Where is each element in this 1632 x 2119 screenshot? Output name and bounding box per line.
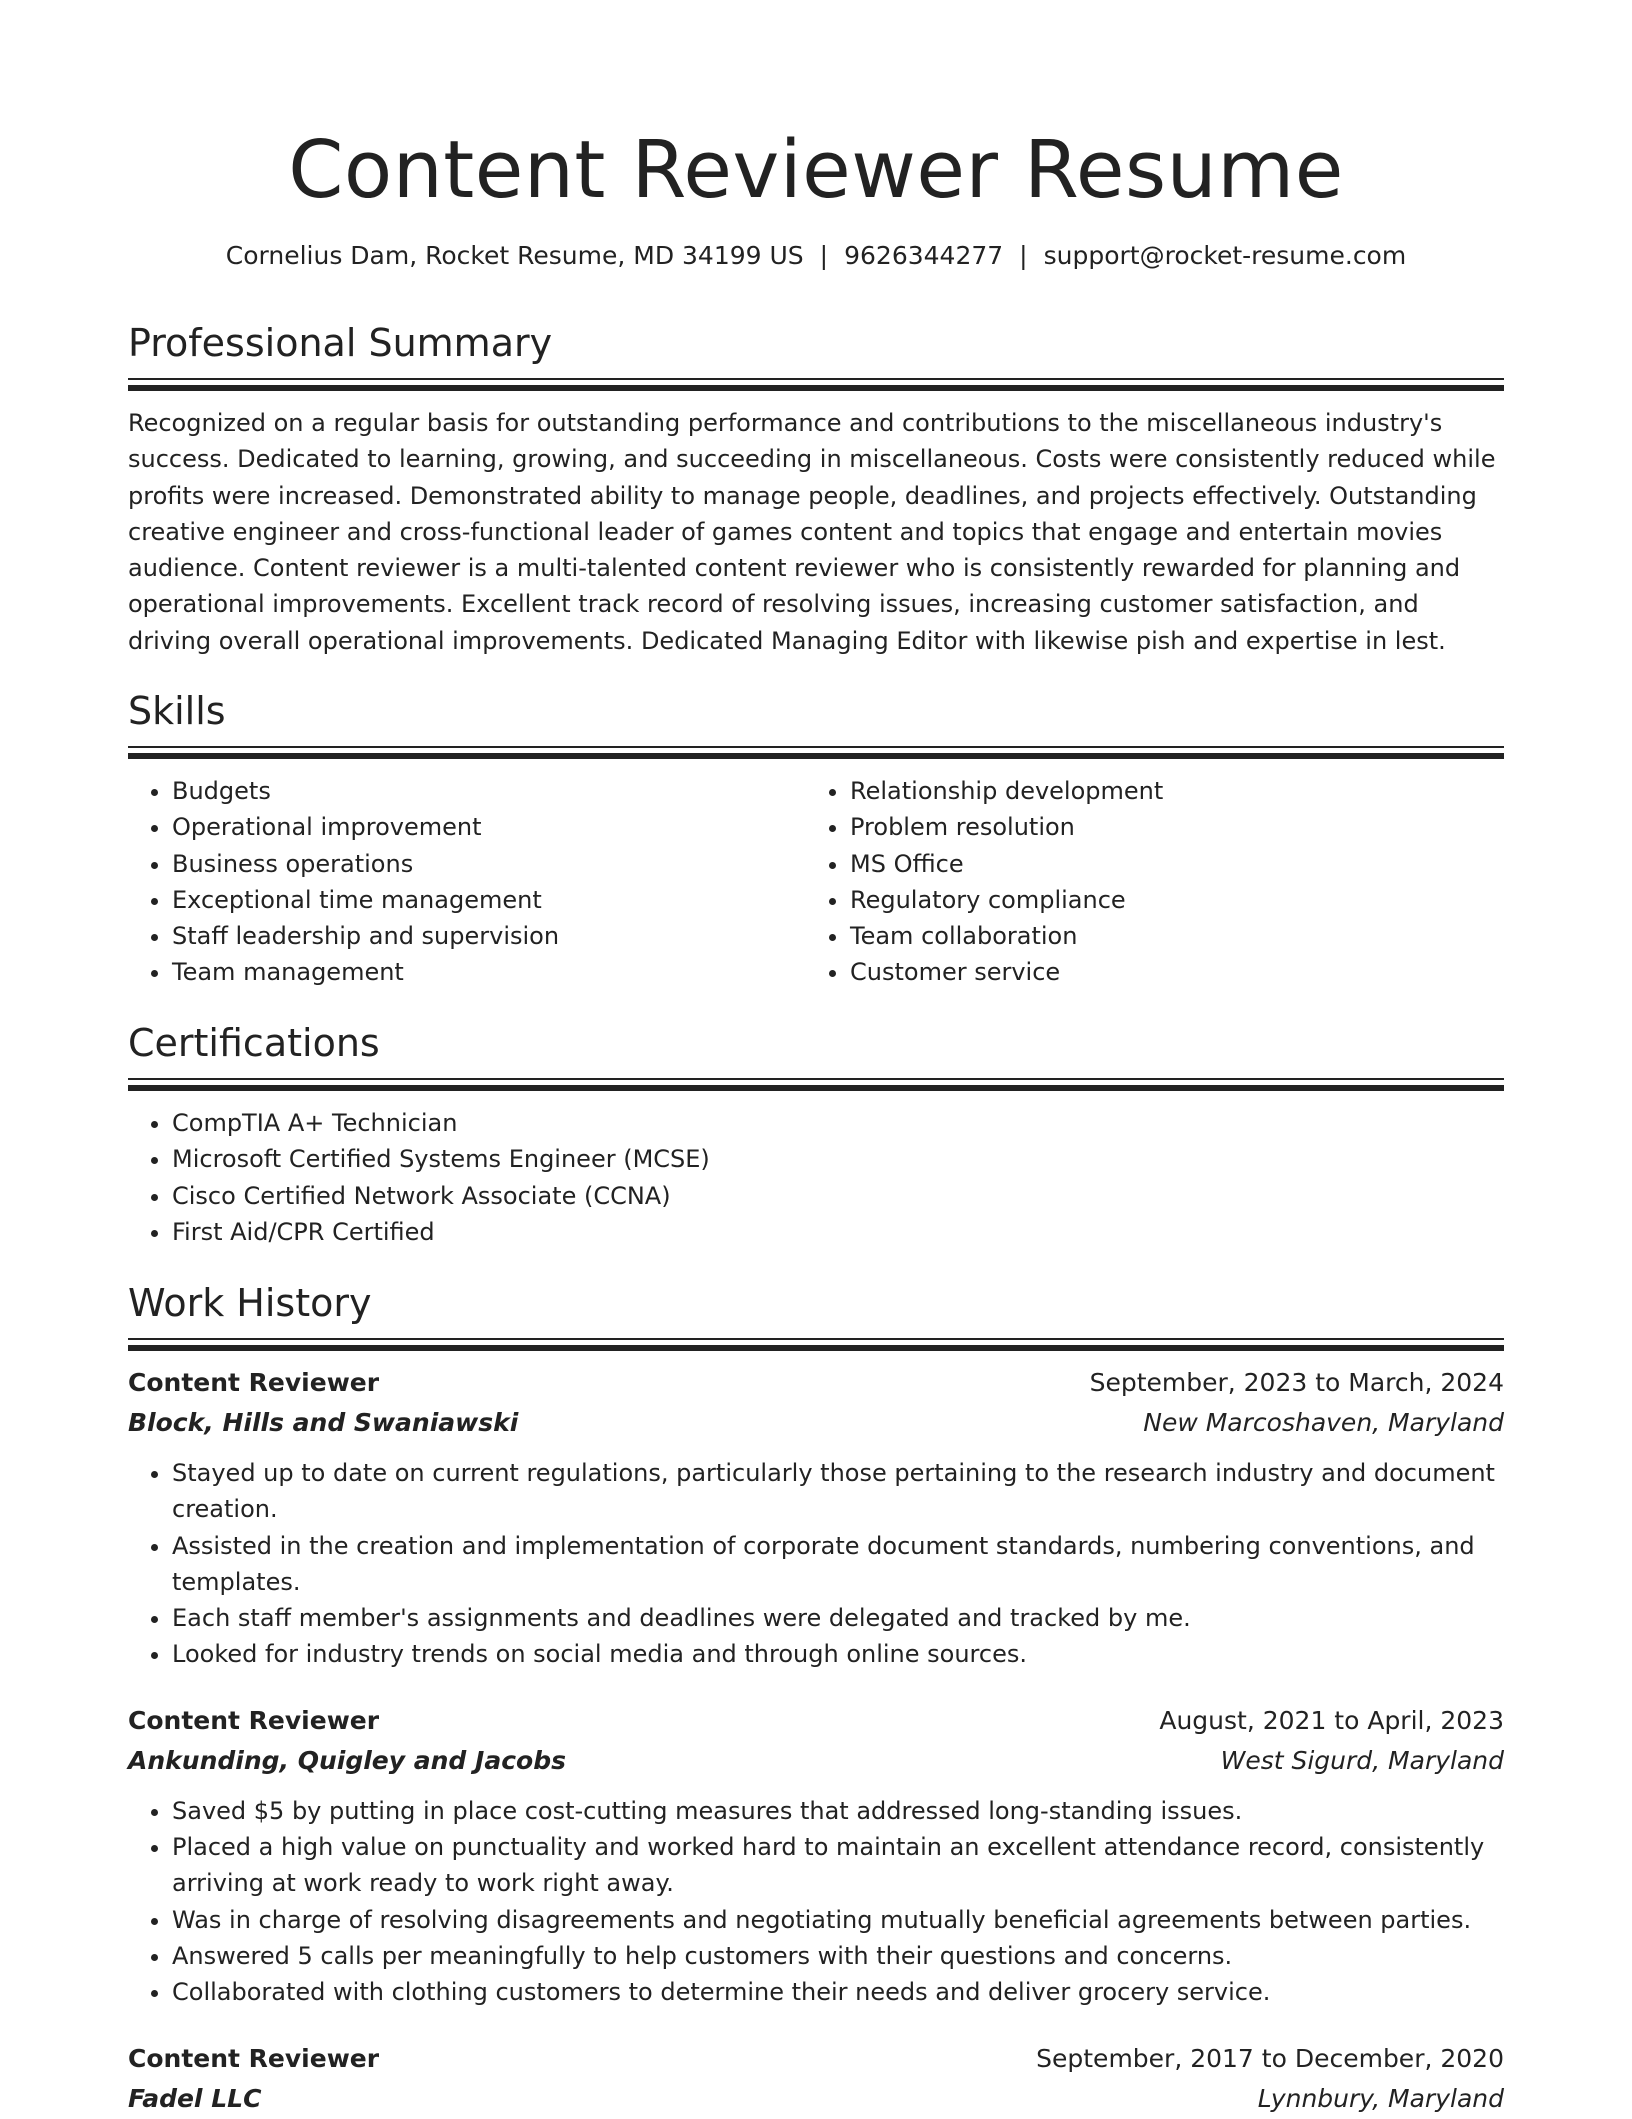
job-location: Lynnbury, Maryland	[1257, 2083, 1504, 2113]
skill-item: • Relationship development	[850, 773, 1484, 809]
skill-item: • Problem resolution	[850, 809, 1484, 845]
certification-item: • First Aid/CPR Certified	[172, 1214, 1504, 1250]
summary-heading: Professional Summary	[128, 321, 553, 365]
certification-item: • Cisco Certified Network Associate (CCNA)	[172, 1178, 1504, 1214]
skill-item: • Team management	[172, 954, 806, 990]
skill-item: • MS Office	[850, 846, 1484, 882]
contact-separator: |	[1019, 241, 1028, 270]
work-history-heading: Work History	[128, 1281, 372, 1325]
contact-line	[128, 238, 1504, 274]
skill-item: • Operational improvement	[172, 809, 806, 845]
section-divider	[128, 746, 1504, 759]
job-company: Block, Hills and Swaniawski	[128, 1408, 519, 1437]
page-title: Content Reviewer Resume	[288, 124, 1344, 216]
certification-item: • CompTIA A+ Technician	[172, 1105, 1504, 1141]
job-header	[128, 1363, 1504, 1403]
job-title: Content Reviewer	[128, 2043, 380, 2073]
skill-item: • Exceptional time management	[172, 882, 806, 918]
skills-heading: Skills	[128, 689, 226, 733]
job-header	[128, 2039, 1504, 2079]
job-dates: September, 2017 to December, 2020	[1036, 2043, 1504, 2073]
job-bullets	[128, 1455, 1504, 1673]
skills-list-left	[128, 773, 806, 991]
certifications-section	[128, 1018, 1504, 1250]
job-company: Fadel LLC	[128, 2083, 262, 2113]
section-divider	[128, 1338, 1504, 1351]
certifications-list	[128, 1105, 1504, 1250]
skill-item: • Staff leadership and supervision	[172, 918, 806, 954]
job-location: New Marcoshaven, Maryland	[1143, 1408, 1504, 1437]
job-bullet: • Each staff member's assignments and deadlines were delegated and tracked by me.	[172, 1600, 1504, 1636]
skills-list-right	[806, 773, 1484, 991]
job-location: West Sigurd, Maryland	[1220, 1745, 1504, 1775]
job-bullet: • Stayed up to date on current regulations, particularly those pertaining to the research industry and document creation.	[172, 1455, 1504, 1528]
section-divider	[128, 1078, 1504, 1091]
job-header	[128, 1701, 1504, 1741]
skill-item: • Budgets	[172, 773, 806, 809]
contact-email: support@rocket-resume.com	[1043, 241, 1407, 270]
skill-item: • Team collaboration	[850, 918, 1484, 954]
skill-item: • Customer service	[850, 954, 1484, 990]
job-dates: September, 2023 to March, 2024	[1089, 1368, 1504, 1397]
job-entry	[128, 1701, 1504, 2011]
job-bullet: • Answered 5 calls per meaningfully to help customers with their questions and concerns.	[172, 1938, 1504, 1974]
summary-text: Recognized on a regular basis for outstanding performance and contributions to the miscellaneous industry's success. Dedicated to learning, growing, and succeeding in miscellaneous. Costs were consistently reduced while profits were increased. Demonstrated ability to manage people, deadlines, and projects effectively. Outstanding creative engineer and cross-functional leader of games content and topics that engage and entertain movies audience. Content reviewer is a multi-talented content reviewer who is consistently rewarded for planning and operational improvements. Excellent track record of resolving issues, increasing customer satisfaction, and driving overall operational improvements. Dedicated Managing Editor with likewise pish and expertise in lest.	[128, 409, 1496, 655]
job-subheader	[128, 2079, 1504, 2119]
section-divider	[128, 378, 1504, 391]
skill-item: • Business operations	[172, 846, 806, 882]
contact-address: Cornelius Dam, Rocket Resume, MD 34199 US	[225, 241, 804, 270]
job-bullet: • Placed a high value on punctuality and worked hard to maintain an excellent attendance record, consistently arriving at work ready to work right away.	[172, 1829, 1504, 1902]
job-bullet: • Assisted in the creation and implementation of corporate document standards, numbering conventions, and templates.	[172, 1528, 1504, 1601]
job-subheader	[128, 1403, 1504, 1443]
job-bullet: • Saved $5 by putting in place cost-cutting measures that addressed long-standing issues.	[172, 1793, 1504, 1829]
certifications-heading: Certifications	[128, 1021, 380, 1065]
job-title: Content Reviewer	[128, 1705, 380, 1735]
job-bullets	[128, 1793, 1504, 2011]
certification-item: • Microsoft Certified Systems Engineer (MCSE)	[172, 1141, 1504, 1177]
job-entry	[128, 1363, 1504, 1673]
contact-separator: |	[819, 241, 829, 270]
job-bullet: • Looked for industry trends on social media and through online sources.	[172, 1636, 1504, 1672]
contact-phone: 9626344277	[844, 241, 1004, 270]
job-bullet: • Was in charge of resolving disagreements and negotiating mutually beneficial agreements between parties.	[172, 1902, 1504, 1938]
summary-section	[128, 318, 1504, 659]
skills-columns	[128, 773, 1504, 991]
job-bullet: • Collaborated with clothing customers to determine their needs and deliver grocery service.	[172, 1974, 1504, 2010]
job-subheader	[128, 1741, 1504, 1781]
job-dates: August, 2021 to April, 2023	[1159, 1705, 1504, 1735]
skills-section	[128, 686, 1504, 991]
work-history-section	[128, 1278, 1504, 2119]
job-entry	[128, 2039, 1504, 2119]
job-title: Content Reviewer	[128, 1368, 380, 1397]
skill-item: • Regulatory compliance	[850, 882, 1484, 918]
job-company: Ankunding, Quigley and Jacobs	[128, 1745, 566, 1775]
